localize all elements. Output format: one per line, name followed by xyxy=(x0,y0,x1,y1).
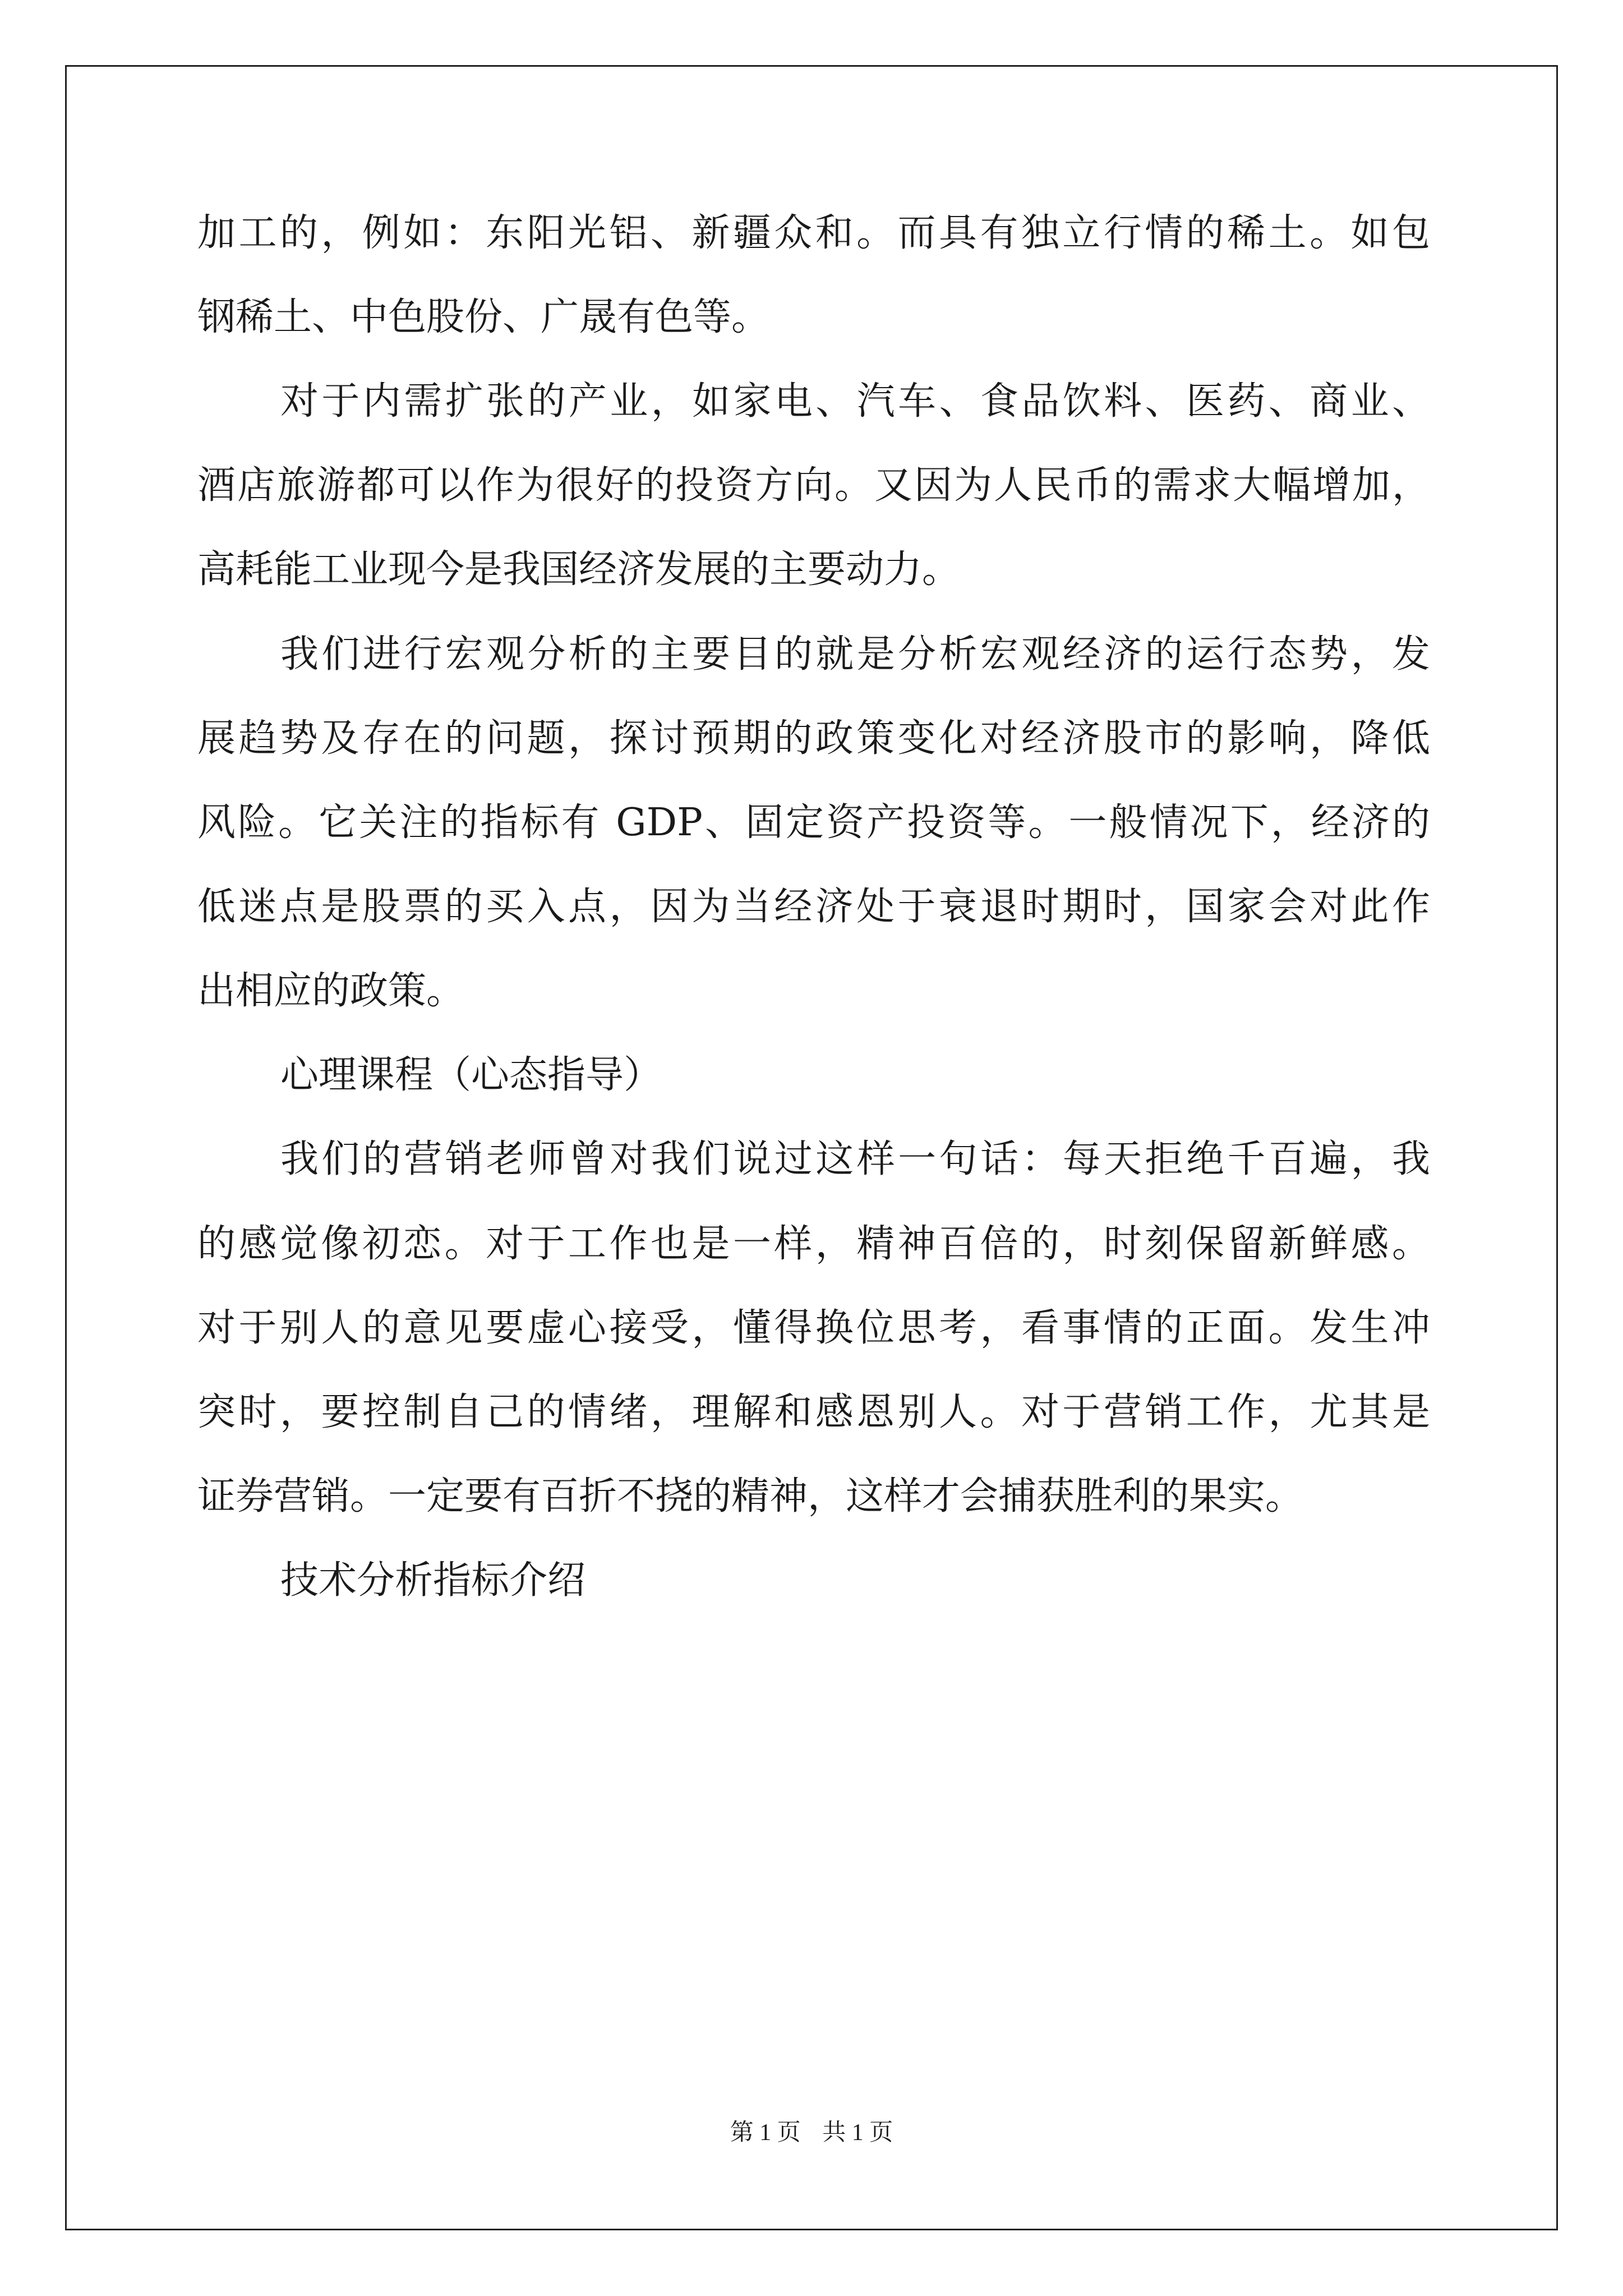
page-footer xyxy=(0,2114,1623,2147)
section-heading: 心理课程（心态指导） xyxy=(280,1053,662,1097)
text-line: 展趋势及存在的问题，探讨预期的政策变化对经济股市的影响，降低 xyxy=(197,716,1430,761)
text-line: 出相应的政策。 xyxy=(197,969,465,1013)
text-line: 我们进行宏观分析的主要目的就是分析宏观经济的运行态势，发 xyxy=(280,632,1430,677)
text-line: 高耗能工业现今是我国经济发展的主要动力。 xyxy=(197,547,961,592)
page-number: 第 1 页 xyxy=(730,2120,801,2146)
section-heading: 技术分析指标介绍 xyxy=(280,1558,586,1603)
text-line: 我们的营销老师曾对我们说过这样一句话：每天拒绝千百遍，我 xyxy=(280,1137,1430,1181)
text-line: 的感觉像初恋。对于工作也是一样，精神百倍的，时刻保留新鲜感。 xyxy=(197,1222,1430,1266)
text-line: 低迷点是股票的买入点，因为当经济处于衰退时期时，国家会对此作 xyxy=(197,885,1430,929)
text-line: 对于别人的意见要虚心接受，懂得换位思考，看事情的正面。发生冲 xyxy=(197,1306,1430,1350)
text-line: 钢稀土、中色股份、广晟有色等。 xyxy=(197,295,770,339)
text-line: 风险。它关注的指标有 GDP、固定资产投资等。一般情况下，经济的 xyxy=(197,800,1430,845)
text-line: 证券营销。一定要有百折不挠的精神，这样才会捕获胜利的果实。 xyxy=(197,1474,1304,1519)
text-line: 加工的，例如：东阳光铝、新疆众和。而具有独立行情的稀土。如包 xyxy=(197,211,1430,255)
text-line: 对于内需扩张的产业，如家电、汽车、食品饮料、医药、商业、 xyxy=(280,379,1430,424)
text-line: 突时，要控制自己的情绪，理解和感恩别人。对于营销工作，尤其是 xyxy=(197,1390,1430,1434)
text-line: 酒店旅游都可以作为很好的投资方向。又因为人民币的需求大幅增加， xyxy=(197,463,1430,508)
page-total: 共 1 页 xyxy=(822,2120,893,2146)
